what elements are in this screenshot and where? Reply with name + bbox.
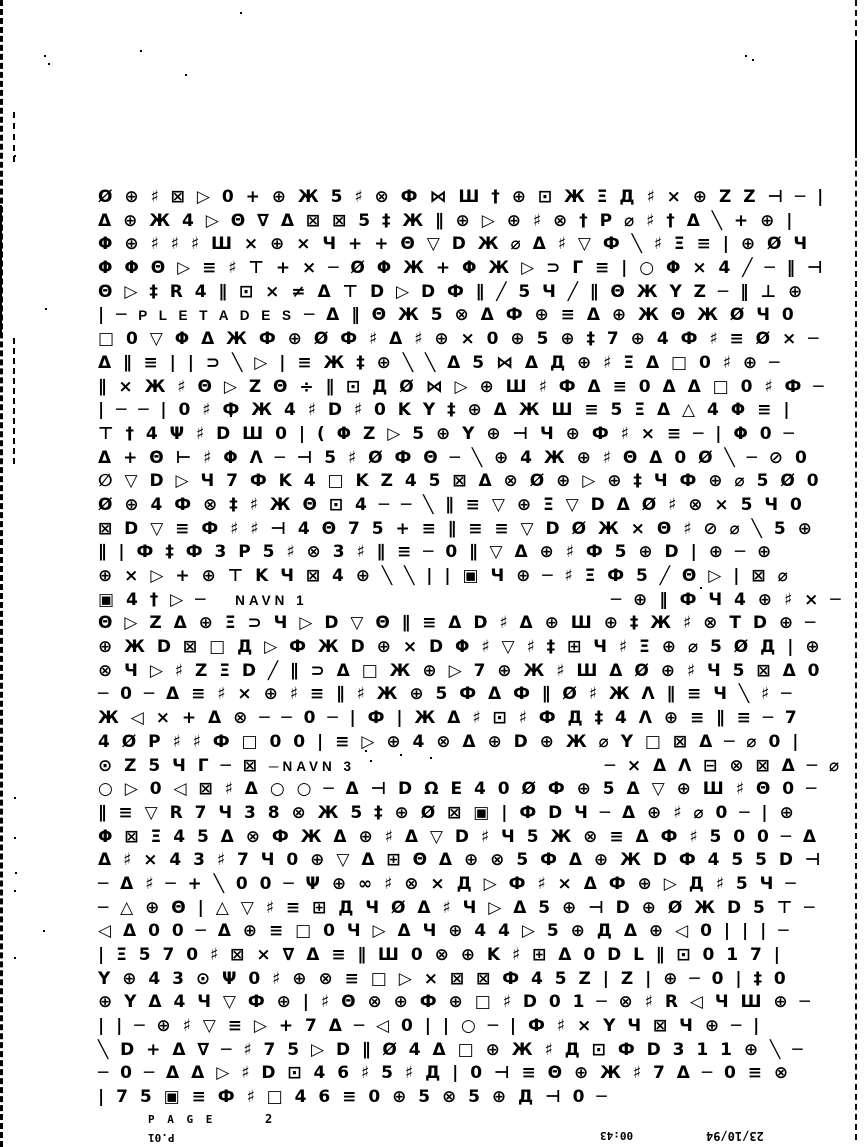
symbol-run: Δ ∥ ≡ | | ⊃ ╲ ▷ | ≡ Ж ‡ ⊕ ╲ ╲ Δ 5 ⋈ Δ Д ⊕ ♯ Ξ Δ □ 0 ♯ ⊕ ─ bbox=[98, 352, 783, 373]
symbol-run: ─ Δ ♯ ─ + ╲ 0 0 ─ Ψ ⊕ ∞ ♯ ⊗ × Д ▷ Ф ♯ × Δ Ф ⊕ ▷ Д ♯ 5 Ч ─ bbox=[98, 873, 799, 894]
manuscript bbox=[98, 186, 844, 1110]
symbol-row bbox=[98, 778, 838, 802]
page-label: P A G E bbox=[148, 1113, 216, 1126]
symbol-run: ─ Δ ‖ Θ Ж 5 ⊗ Δ Ф ⊕ ≡ Δ ⊕ Ж Θ Ж Ø Ч 0 bbox=[295, 305, 797, 326]
symbol-run: Δ ⊕ Ж 4 ▷ Θ ∇ Δ ⊠ ⊠ 5 ‡ Ж ∥ ⊕ ▷ ⊕ ♯ ⊗ † P ⌀ ♯ † Δ ╲ + ⊕ | bbox=[98, 210, 796, 231]
symbol-row bbox=[98, 826, 838, 850]
symbol-row bbox=[98, 849, 838, 873]
symbol-row bbox=[98, 944, 838, 968]
symbol-run: ∥ ≡ ▽ R 7 Ч 3 8 ⊗ Ж 5 ‡ ⊕ Ø ⊠ ▣ | Ф D Ч ─ Δ ⊕ ♯ ⌀ 0 ─ | ⊕ bbox=[98, 802, 797, 823]
symbol-run: ∥ × Ж ♯ Θ ▷ Z Θ ÷ ∥ ⊡ Д Ø ⋈ ▷ ⊕ Ш ♯ Ф Δ ≡ 0 Δ Δ □ 0 ♯ Ф ─ bbox=[98, 376, 827, 397]
left-edge-scan-artifact-solid bbox=[0, 205, 2, 335]
symbol-row bbox=[98, 399, 838, 423]
symbol-run: | Ξ 5 7 0 ♯ ⊠ × ∇ Δ ≡ ∥ Ш 0 ⊗ ⊕ K ♯ ⊞ Δ 0 D L ∥ ⊡ 0 1 7 | bbox=[98, 945, 783, 965]
symbol-run: ⊙ Z 5 Ч Γ ─ ⊠ bbox=[98, 755, 269, 776]
symbol-run: ─ △ ⊕ Θ | △ ▽ ♯ ≡ ⊞ Д Ч Ø Δ ♯ Ч ▷ Δ 5 ⊕ ⊣ D ⊕ Ø Ж D 5 ⊤ ─ bbox=[98, 897, 818, 918]
symbol-run: ∥ | Ф ‡ Ф 3 P 5 ♯ ⊗ 3 ♯ ∥ ≡ ─ 0 ∥ ▽ Δ ⊕ ♯ Ф 5 ⊕ D | ⊕ ─ ⊕ bbox=[98, 542, 775, 563]
symbol-run: | | ─ ⊕ ♯ ▽ ≡ ▷ + 7 Δ ─ ◁ 0 | | ○ ─ | Ф ♯ × Y Ч ⊠ Ч ⊕ ─ | bbox=[98, 1016, 763, 1037]
symbol-run: Ø ⊕ ♯ ⊠ ▷ 0 + ⊕ Ж 5 ♯ ⊗ Ф ⋈ Ш † ⊕ ⊡ Ж Ξ Д ♯ × ⊕ Z Z ⊣ ─ | bbox=[98, 187, 827, 207]
fax-footer-time: 00:43 bbox=[600, 1129, 634, 1142]
symbol-row bbox=[98, 968, 838, 992]
fax-footer-page: P.01 bbox=[148, 1131, 175, 1144]
symbol-row bbox=[98, 281, 838, 305]
symbol-row bbox=[98, 612, 838, 636]
symbol-run: ⊠ D ▽ ≡ Ф ♯ ♯ ⊣ 4 Θ 7 5 + ≡ ∥ ≡ ≡ ▽ D Ø Ж × Θ ♯ ⊘ ⌀ ╲ 5 ⊕ bbox=[98, 518, 815, 539]
symbol-row bbox=[98, 1086, 838, 1110]
symbol-run: ⊕ Y Δ 4 Ч ▽ Ф ⊕ | ♯ Θ ⊗ ⊕ Ф ⊕ □ ♯ D 0 1 ─ ⊗ ♯ R ◁ Ч Ш ⊕ ─ bbox=[98, 992, 813, 1013]
symbol-run: ─ × Δ Λ ⊟ ⊗ ⊠ Δ ─ ⌀ bbox=[604, 755, 843, 776]
symbol-row bbox=[98, 233, 838, 257]
symbol-run: Ø ⊕ 4 Ф ⊗ ‡ ♯ Ж Θ ⊡ 4 ─ ─ ╲ ∥ ≡ ▽ ⊕ Ξ ▽ D Δ Ø ♯ ⊗ × 5 Ч 0 bbox=[98, 494, 805, 515]
right-edge-scan-artifact bbox=[855, 0, 857, 1140]
symbol-run: | ─ bbox=[98, 305, 139, 326]
scan-noise-dots bbox=[240, 12, 242, 14]
symbol-row bbox=[98, 731, 838, 755]
symbol-row bbox=[98, 873, 838, 897]
symbol-run: ○ ▷ 0 ◁ ⊠ ♯ Δ ○ ○ ─ Δ ⊣ D Ω E 4 0 Ø Ф ⊕ 5 Δ ▽ ⊕ Ш ♯ Θ 0 ─ bbox=[98, 779, 820, 800]
fax-footer-date: 23/10/94 bbox=[706, 1129, 764, 1143]
symbol-row bbox=[98, 589, 844, 613]
symbol-run: Θ ▷ Z Δ ⊕ Ξ ⊃ Ч ▷ D ▽ Θ ∥ ≡ Δ D ♯ Δ ⊕ Ш ⊕ ‡ Ж ♯ ⊗ T D ⊕ ─ bbox=[98, 613, 819, 634]
symbol-run: Φ Φ Θ ▷ ≡ ♯ ⊤ + × ─ Ø Φ Ж + Φ Ж ▷ ⊃ Γ ≡ | ○ Φ × 4 ╱ ─ ‖ ⊣ bbox=[98, 258, 826, 279]
symbol-run: ▣ 4 † ▷ ─ bbox=[98, 589, 236, 610]
page-number: 2 bbox=[265, 1112, 273, 1126]
symbol-row bbox=[98, 494, 838, 518]
left-margin-dash-mark bbox=[13, 112, 15, 162]
symbol-row bbox=[98, 1039, 838, 1063]
symbol-row bbox=[98, 683, 838, 707]
symbol-row bbox=[98, 470, 838, 494]
symbol-run: Δ ♯ × 4 3 ♯ 7 Ч 0 ⊕ ▽ Δ ⊞ Θ Δ ⊕ ⊗ 5 Ф Δ ⊕ Ж D Ф 4 5 5 D ⊣ bbox=[98, 850, 824, 871]
symbol-row bbox=[98, 660, 838, 684]
left-margin-dash-mark bbox=[13, 338, 15, 464]
gap bbox=[355, 756, 605, 776]
symbol-row bbox=[98, 376, 838, 400]
symbol-run: ⊕ Ж D ⊠ □ Д ▷ Ф Ж D ⊕ × D Φ ♯ ▽ ♯ ‡ ⊞ Ч ♯ Ξ ⊕ ⌀ 5 Ø Д | ⊕ bbox=[98, 637, 823, 658]
symbol-run: | 7 5 ▣ ≡ Ф ♯ □ 4 6 ≡ 0 ⊕ 5 ⊗ 5 ⊕ Д ⊣ 0 ─ bbox=[98, 1087, 610, 1108]
pletades-label: P L E T A D E S bbox=[138, 308, 296, 324]
navn-1-label: NAVN 1 bbox=[235, 592, 308, 608]
symbol-row bbox=[98, 920, 838, 944]
symbol-row bbox=[98, 1062, 838, 1086]
symbol-row bbox=[98, 802, 838, 826]
symbol-row bbox=[98, 565, 838, 589]
symbol-row bbox=[98, 897, 838, 921]
symbol-row bbox=[98, 304, 838, 328]
symbol-run: □ 0 ▽ Φ Δ Ж Ф ⊕ Ø Ф ♯ Δ ♯ ⊕ × 0 ⊕ 5 ⊕ ‡ 7 ⊕ 4 Ф ♯ ≡ Ø × ─ bbox=[98, 329, 822, 350]
symbol-run: ╲ D + Δ ∇ ─ ♯ 7 5 ▷ D ∥ Ø 4 Δ □ ⊕ Ж ♯ Д ⊡ Ф D 3 1 1 ⊕ ╲ ─ bbox=[98, 1039, 806, 1060]
right-edge-scan-artifact-solid bbox=[855, 40, 857, 158]
gap bbox=[308, 590, 611, 610]
symbol-run: ─ 0 ─ Δ Δ ▷ ♯ D ⊡ 4 6 ♯ 5 ♯ Д | 0 ⊣ ≡ Θ ⊕ Ж ♯ 7 Δ ─ 0 ≡ ⊗ bbox=[98, 1063, 792, 1084]
symbol-row bbox=[98, 541, 838, 565]
symbol-run: ⊤ † 4 Ψ ♯ D Ш 0 | ( Φ Z ▷ 5 ⊕ Y ⊕ ⊣ Ч ⊕ Ф ♯ × ≡ ─ | Φ 0 ─ bbox=[98, 423, 797, 444]
symbol-run: Φ ⊠ Ξ 4 5 Δ ⊗ Ф Ж Δ ⊕ ♯ Δ ▽ D ♯ Ч 5 Ж ⊗ ≡ Δ Ф ♯ 5 0 0 ─ Δ bbox=[98, 826, 820, 847]
symbol-row bbox=[98, 423, 838, 447]
symbol-row bbox=[98, 636, 838, 660]
symbol-run: Θ ▷ ‡ R 4 ∥ ⊡ × ≠ Δ ⊤ D ▷ D Ф ∥ ╱ 5 Ч ╱ ∥ Θ Ж Y Z ─ ‖ ⊥ ⊕ bbox=[98, 281, 806, 302]
symbol-run: ─ 0 ─ Δ ≡ ♯ × ⊕ ♯ ≡ ∥ ♯ Ж ⊕ 5 Ф Δ Ф ∥ Ø ♯ Ж Λ ∥ ≡ Ч ╲ ♯ ─ bbox=[98, 684, 795, 705]
symbol-run: Ж ◁ × + Δ ⊗ ─ ─ 0 ─ | Ф | Ж Δ ♯ ⊡ ♯ Ф Д ‡ 4 Λ ⊕ ≡ ∥ ≡ ─ 7 bbox=[98, 708, 800, 729]
symbol-row bbox=[98, 991, 838, 1015]
symbol-run: Δ + Θ ⊢ ♯ Φ Λ ─ ⊣ 5 ♯ Ø Ф Θ ─ ╲ ⊕ 4 Ж ⊕ ♯ Θ Δ 0 Ø ╲ ─ ⊘ 0 bbox=[98, 447, 810, 468]
symbol-row bbox=[98, 447, 838, 471]
symbol-row bbox=[98, 257, 838, 281]
symbol-row bbox=[98, 518, 838, 542]
symbol-run: 4 Ø P ♯ ♯ Ф □ 0 0 | ≡ ▷ ⊕ 4 ⊗ Δ ⊕ D ⊕ Ж ⌀ Y □ ⊠ Δ ─ ⌀ 0 | bbox=[98, 731, 802, 752]
symbol-run: ⊕ × ▷ + ⊕ ⊤ K Ч ⊠ 4 ⊕ ╲ ╲ | | ▣ Ч ⊕ ─ ♯ Ξ Ф 5 ╱ Θ ▷ | ⊠ ⌀ bbox=[98, 566, 791, 586]
symbol-run: Y ⊕ 4 3 ⊙ Ψ 0 ♯ ⊕ ⊗ ≡ □ ▷ × ⊠ ⊠ Ф 4 5 Z | Z | ⊕ ─ 0 | ‡ 0 bbox=[98, 968, 789, 989]
symbol-run: Φ ⊕ ♯ ♯ ♯ Ш × ⊕ × Ч + + Θ ▽ D Ж ⌀ Δ ♯ ▽ Ф ╲ ♯ Ξ ≡ | ⊕ Ø Ч bbox=[98, 234, 811, 255]
left-edge-scan-artifact bbox=[0, 0, 3, 1147]
symbol-run: ─ ⊕ ‖ Ф Ч 4 ⊕ ♯ × ─ bbox=[610, 589, 844, 610]
symbol-row bbox=[98, 1015, 838, 1039]
symbol-row bbox=[98, 328, 838, 352]
navn-3-label: ─NAVN 3 bbox=[268, 758, 355, 774]
symbol-run: ∅ ▽ D ▷ Ч 7 Ф K 4 □ K Z 4 5 ⊠ Δ ⊗ Ø ⊕ ▷ ⊕ ‡ Ч Ф ⊕ ⌀ 5 Ø 0 bbox=[98, 471, 822, 492]
symbol-row bbox=[98, 352, 838, 376]
symbol-row bbox=[98, 707, 838, 731]
symbol-run: ◁ Δ 0 0 ─ Δ ⊕ ≡ □ 0 Ч ▷ Δ Ч ⊕ 4 4 ▷ 5 ⊕ Д Δ ⊕ ◁ 0 | | | ─ bbox=[98, 921, 792, 942]
symbol-run: | ─ ─ | 0 ♯ Ф Ж 4 ♯ D ♯ 0 K Y ‡ ⊕ Δ Ж Ш ≡ 5 Ξ Δ △ 4 Φ ≡ | bbox=[98, 400, 793, 421]
symbol-row bbox=[98, 755, 843, 779]
symbol-run: ⊗ Ч ▷ ♯ Z Ξ D ╱ ∥ ⊃ Δ □ Ж ⊕ ▷ 7 ⊕ Ж ♯ Ш Δ Ø ⊕ ♯ Ч 5 ⊠ Δ 0 bbox=[98, 660, 823, 681]
symbol-row bbox=[98, 186, 838, 210]
symbol-row bbox=[98, 210, 838, 234]
